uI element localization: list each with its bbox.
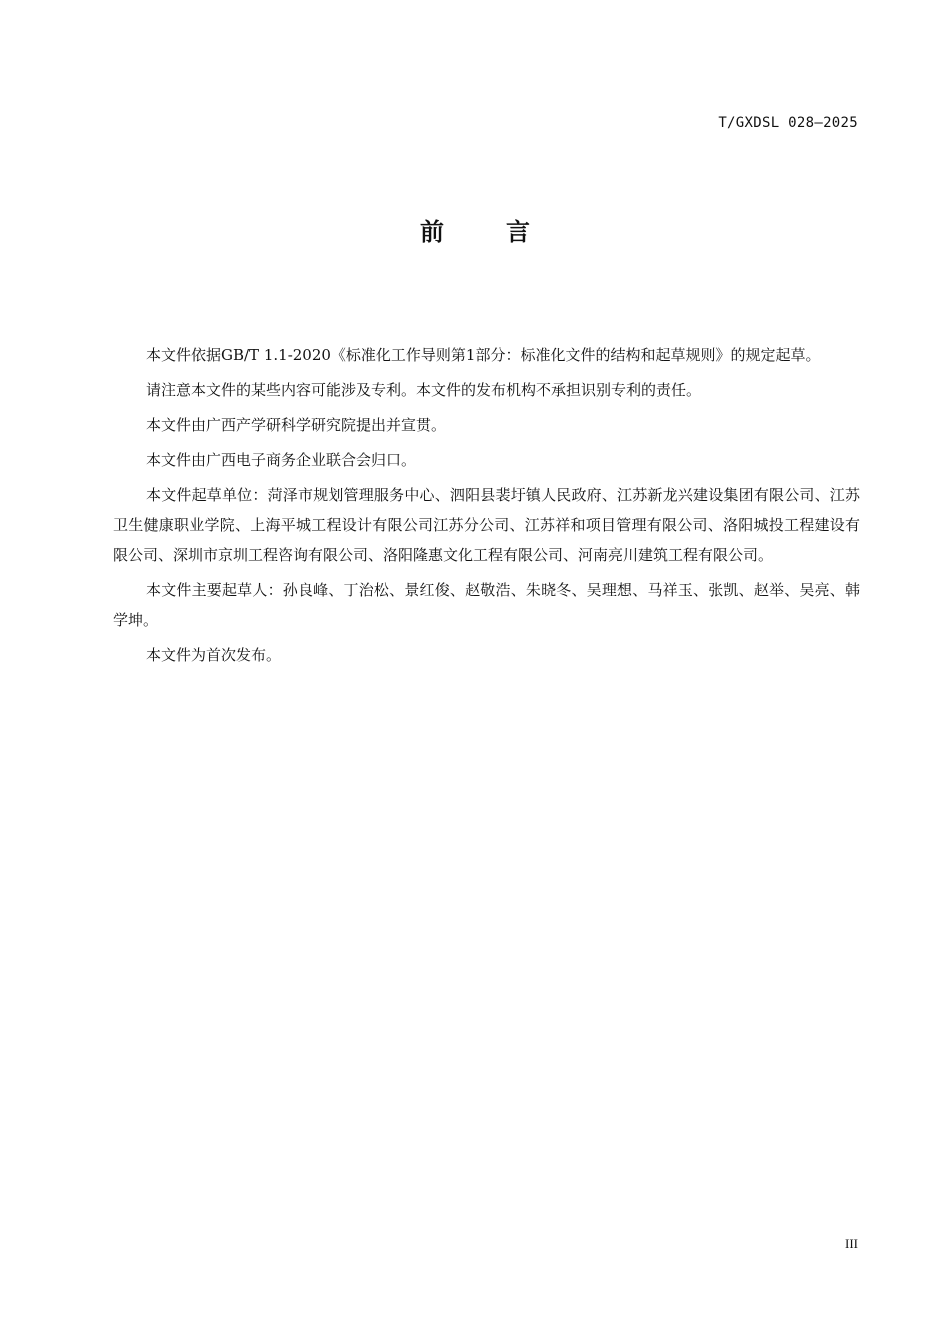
foreword-body bbox=[113, 340, 860, 675]
standard-code: T/GXDSL 028—2025 bbox=[718, 115, 858, 131]
page-title bbox=[0, 212, 950, 247]
paragraph-first-release: 本文件为首次发布。 bbox=[146, 646, 282, 664]
title-char-2: 言 bbox=[506, 218, 530, 246]
page-number: III bbox=[845, 1236, 858, 1251]
paragraph-drafting-units: 本文件起草单位：菏泽市规划管理服务中心、泗阳县裴圩镇人民政府、江苏新龙兴建设集团有限公司、江苏卫生健康职业学院、上海平城工程设计有限公司江苏分公司、江苏祥和项目管理有限公司、洛阳城投工程建设有限公司、深圳市京圳工程咨询有限公司、洛阳隆惠文化工程有限公司、河南亮川建筑工程有限公司。 bbox=[113, 486, 860, 564]
paragraph-drafting-basis: 本文件依据GB/T 1.1-2020《标准化工作导则第1部分：标准化文件的结构和起草规则》的规定起草。 bbox=[146, 346, 821, 364]
title-char-1: 前 bbox=[420, 218, 444, 246]
paragraph-centralized-unit: 本文件由广西电子商务企业联合会归口。 bbox=[146, 451, 417, 469]
paragraph-drafters: 本文件主要起草人：孙良峰、丁治松、景红俊、赵敬浩、朱晓冬、吴理想、马祥玉、张凯、赵举、吴亮、韩学坤。 bbox=[113, 581, 860, 629]
paragraph-proposer: 本文件由广西产学研科学研究院提出并宣贯。 bbox=[146, 416, 447, 434]
paragraph-patent-notice: 请注意本文件的某些内容可能涉及专利。本文件的发布机构不承担识别专利的责任。 bbox=[146, 381, 702, 399]
